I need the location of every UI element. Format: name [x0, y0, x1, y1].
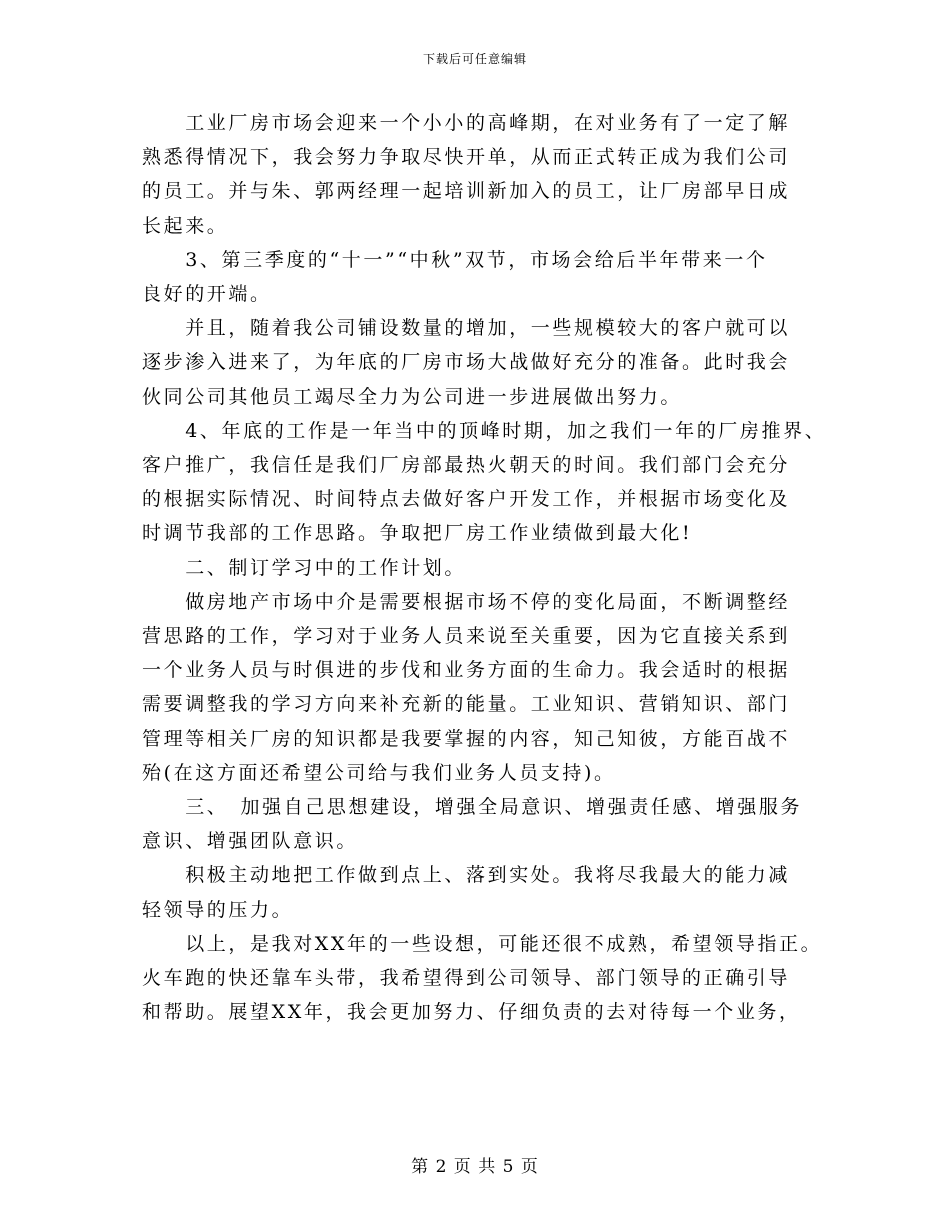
text-line: 伙同公司其他员工竭尽全力为公司进一步进展做出努力。 [142, 385, 683, 408]
text-line: 三、 加强自己思想建设，增强全局意识、增强责任感、增强服务 [142, 796, 803, 819]
text-line: 的根据实际情况、时间特点去做好客户开发工作，并根据市场变化及 [142, 488, 791, 511]
paragraph [142, 414, 827, 551]
text-line: 火车跑的快还靠车头带，我希望得到公司领导、部门领导的正确引导 [142, 967, 791, 990]
text-line: 需要调整我的学习方向来补充新的能量。工业知识、营销知识、部门 [142, 693, 791, 716]
paragraph [142, 585, 822, 790]
paragraph [142, 311, 822, 414]
page-header: 下载后可任意编辑 [422, 52, 527, 66]
section-heading [142, 790, 822, 858]
text-line: 管理等相关厂房的知识都是我要掌握的内容，知己知彼，方能百战不 [142, 727, 791, 750]
text-line: 时调节我部的工作思路。争取把厂房工作业绩做到最大化! [142, 522, 693, 545]
text-line: 殆(在这方面还希望公司给与我们业务人员支持)。 [142, 761, 616, 784]
page-footer: 第 2 页 共 5 页 [411, 1157, 539, 1177]
text-line: 工业厂房市场会迎来一个小小的高峰期，在对业务有了一定了解 [142, 112, 791, 134]
document-body [142, 106, 827, 1029]
text-line: 逐步渗入进来了，为年底的厂房市场大战做好充分的准备。此时我会 [142, 351, 791, 374]
text-line: 意识、增强团队意识。 [142, 830, 359, 853]
text-line: 4、年底的工作是一年当中的顶峰时期，加之我们一年的厂房推界、 [142, 419, 827, 442]
paragraph [142, 927, 822, 1030]
paragraph [142, 858, 822, 926]
section-heading [142, 551, 822, 585]
text-line: 一个业务人员与时俱进的步伐和业务方面的生命力。我会适时的根据 [142, 659, 791, 682]
text-line: 长起来。 [142, 214, 229, 237]
text-line: 轻领导的压力。 [142, 898, 294, 921]
text-line: 客户推广，我信任是我们厂房部最热火朝天的时间。我们部门会充分 [142, 454, 791, 477]
text-line: 3、第三季度的“十一”“中秋”双节，市场会给后半年带来一个 [142, 248, 768, 271]
paragraph [142, 106, 822, 243]
text-line: 并且，随着我公司铺设数量的增加，一些规模较大的客户就可以 [142, 317, 791, 340]
text-line: 营思路的工作，学习对于业务人员来说至关重要，因为它直接关系到 [142, 625, 791, 648]
text-line: 二、制订学习中的工作计划。 [142, 556, 467, 579]
paragraph [142, 243, 822, 311]
text-line: 以上，是我对XX年的一些设想，可能还很不成熟，希望领导指正。 [142, 932, 823, 955]
text-line: 积极主动地把工作做到点上、落到实处。我将尽我最大的能力减 [142, 864, 791, 887]
text-line: 良好的开端。 [142, 283, 272, 306]
text-line: 的员工。并与朱、郭两经理一起培训新加入的员工，让厂房部早日成 [142, 180, 791, 203]
text-line: 熟悉得情况下，我会努力争取尽快开单，从而正式转正成为我们公司 [142, 146, 791, 169]
text-line: 做房地产市场中介是需要根据市场不停的变化局面，不断调整经 [142, 590, 791, 613]
text-line: 和帮助。展望XX年，我会更加努力、仔细负责的去对待每一个业务， [142, 1001, 801, 1024]
